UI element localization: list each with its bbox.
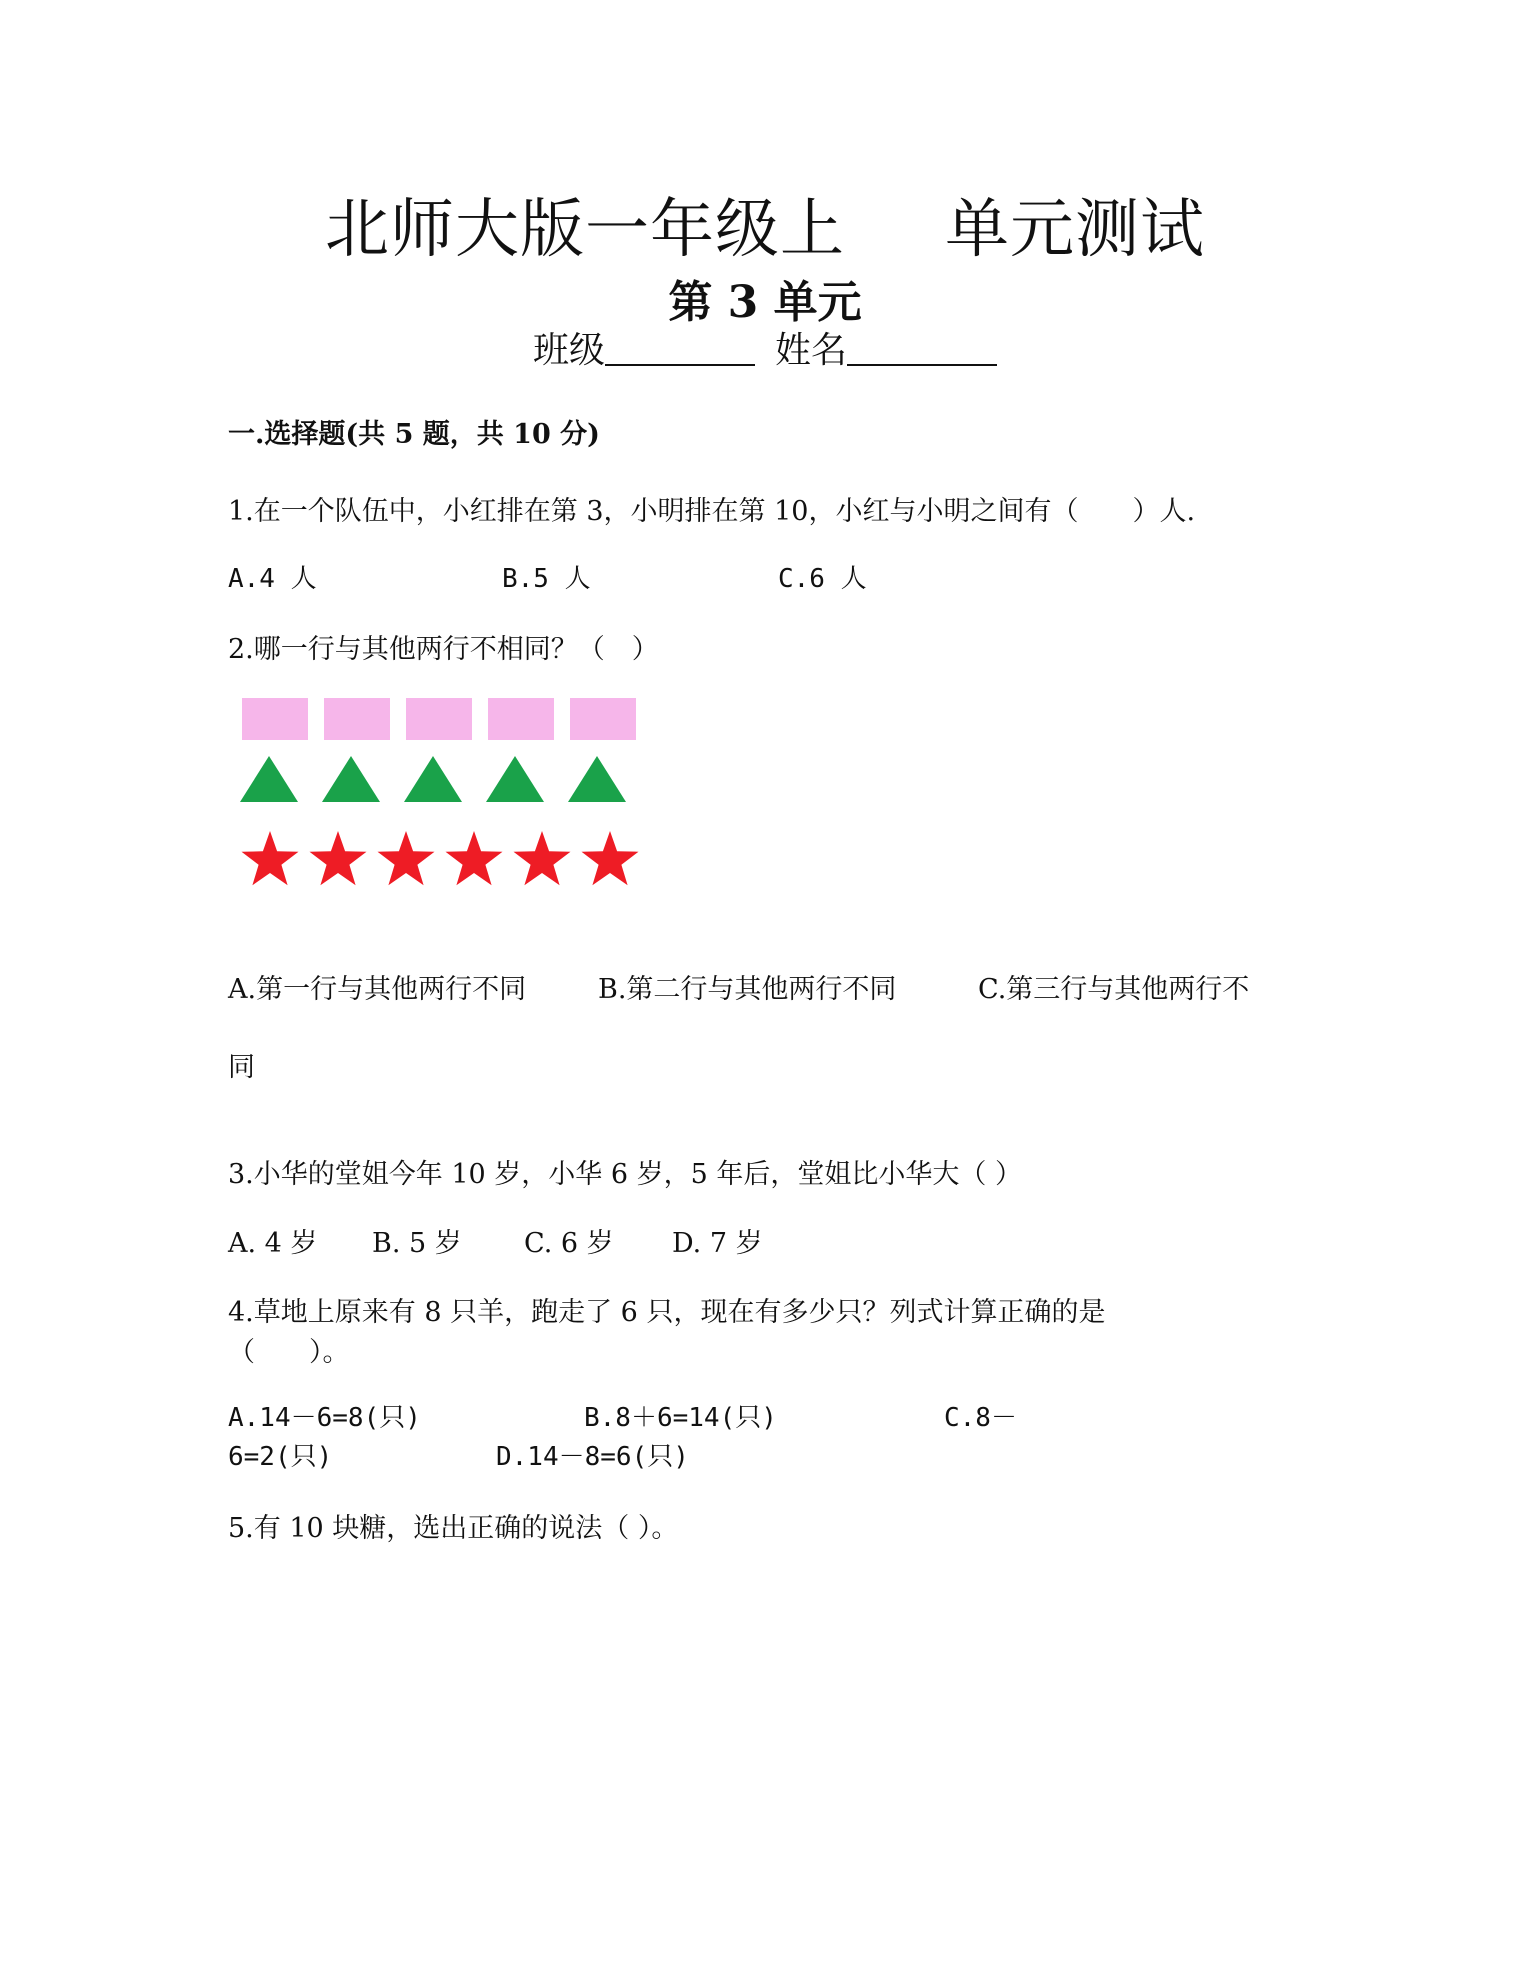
red-star	[446, 831, 503, 885]
q3-option-a[interactable]: A. 4 岁	[228, 1228, 318, 1259]
question-4-text-line1: 4.草地上原来有 8 只羊，跑走了 6 只，现在有多少只？列式计算正确的是	[228, 1297, 1106, 1328]
class-name-line	[0, 322, 1530, 373]
star-row	[242, 831, 639, 885]
pink-rectangle	[488, 698, 554, 740]
q1-option-c[interactable]: C.6 人	[778, 564, 867, 594]
page-title	[0, 178, 1530, 270]
green-triangle	[486, 756, 544, 802]
shape-rows-figure	[228, 690, 648, 910]
pink-rectangle	[570, 698, 636, 740]
pink-rectangle	[324, 698, 390, 740]
green-triangle	[404, 756, 462, 802]
rectangle-row	[242, 698, 636, 740]
q4-option-c[interactable]: C.8－	[944, 1403, 1017, 1433]
q3-option-d[interactable]: D. 7 岁	[672, 1228, 763, 1259]
red-star	[514, 831, 571, 885]
q3-option-b[interactable]: B. 5 岁	[372, 1228, 462, 1259]
question-4-text-line2: （ ）。	[228, 1337, 350, 1368]
name-label: 姓名	[775, 330, 848, 371]
unit-subtitle: 第 3 单元	[668, 277, 862, 328]
triangle-row	[240, 756, 626, 802]
q2-option-a[interactable]: A.第一行与其他两行不同	[228, 974, 527, 1005]
q2-option-b[interactable]: B.第二行与其他两行不同	[598, 974, 897, 1005]
red-star	[582, 831, 639, 885]
q2-option-c[interactable]: C.第三行与其他两行不	[978, 974, 1250, 1005]
q4-option-a[interactable]: A.14－6=8(只)	[228, 1403, 421, 1433]
title-right: 单元测试	[945, 193, 1205, 267]
q2-option-c-continued: 同	[228, 1052, 255, 1083]
section-heading: 一.选择题(共 5 题，共 10 分)	[228, 419, 600, 450]
q1-option-a[interactable]: A.4 人	[228, 564, 317, 594]
class-blank[interactable]	[605, 330, 755, 366]
red-star	[310, 831, 367, 885]
question-1-text: 1.在一个队伍中，小红排在第 3，小明排在第 10，小红与小明之间有（ ）人.	[228, 496, 1196, 527]
green-triangle	[322, 756, 380, 802]
green-triangle	[568, 756, 626, 802]
pink-rectangle	[242, 698, 308, 740]
q3-option-c[interactable]: C. 6 岁	[524, 1228, 614, 1259]
class-label: 班级	[532, 330, 605, 371]
green-triangle	[240, 756, 298, 802]
q4-option-c-continued: 6=2(只)	[228, 1442, 333, 1472]
q4-option-b[interactable]: B.8＋6=14(只)	[584, 1403, 777, 1433]
question-5-text: 5.有 10 块糖，选出正确的说法（ ）。	[228, 1513, 679, 1544]
q1-option-b[interactable]: B.5 人	[502, 564, 591, 594]
title-left: 北师大版一年级上	[325, 193, 845, 267]
q4-option-d[interactable]: D.14－8=6(只)	[496, 1442, 689, 1472]
pink-rectangle	[406, 698, 472, 740]
red-star	[378, 831, 435, 885]
question-3-text: 3.小华的堂姐今年 10 岁，小华 6 岁，5 年后，堂姐比小华大（ ）	[228, 1159, 1022, 1190]
red-star	[242, 831, 299, 885]
question-2-text: 2.哪一行与其他两行不相同？（ ）	[228, 634, 659, 665]
name-blank[interactable]	[847, 330, 997, 366]
